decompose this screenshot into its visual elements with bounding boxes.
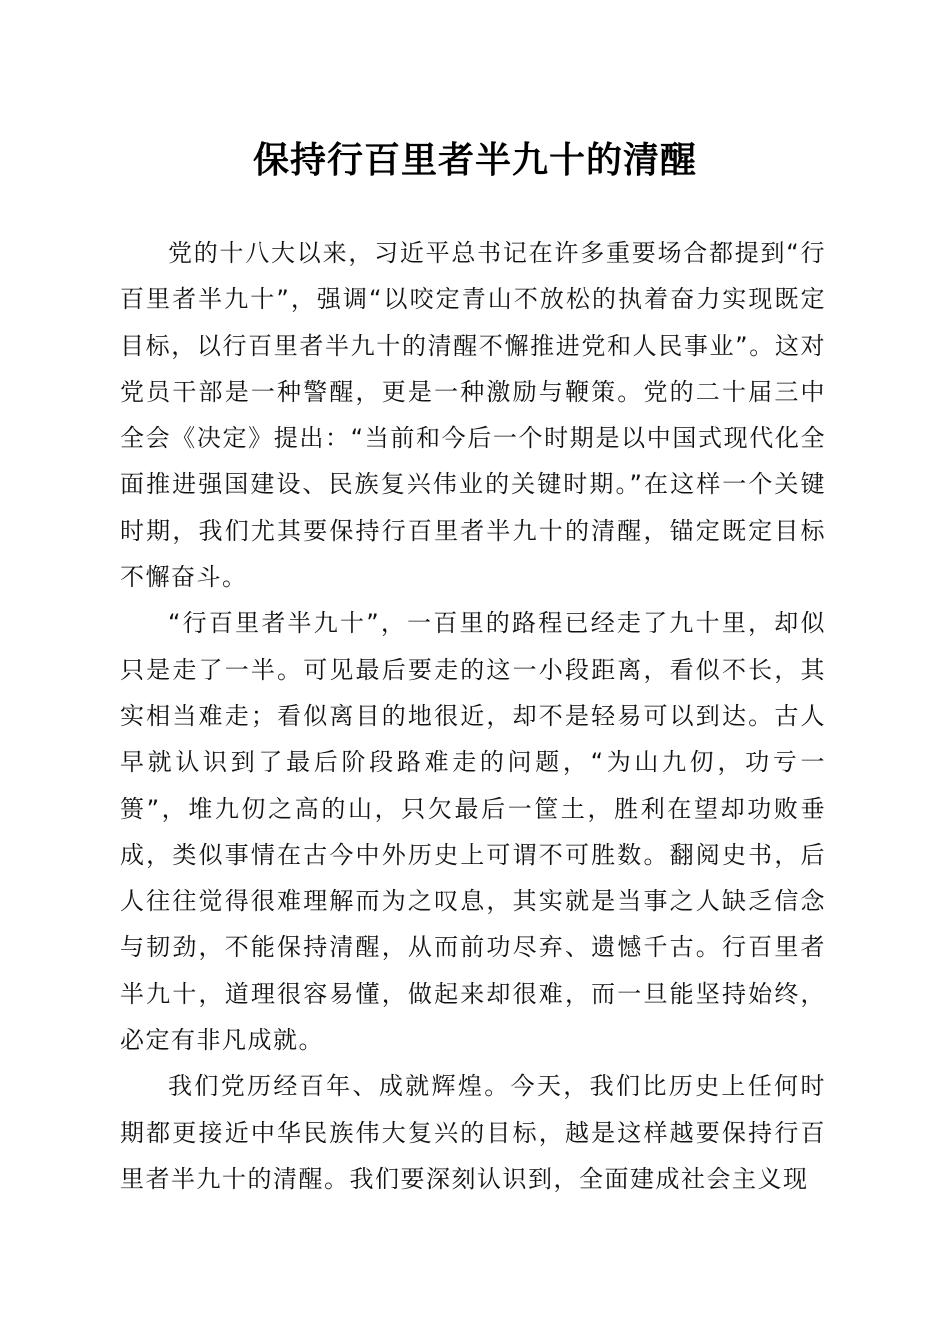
paragraph-3: 我们党历经百年、成就辉煌。今天，我们比历史上任何时期都更接近中华民族伟大复兴的目标，越是这样越要保持行百里者半九十的清醒。我们要深刻认识到，全面建成社会主义现 (120, 1072, 826, 1193)
paragraph-1: 党的十八大以来，习近平总书记在许多重要场合都提到“行百里者半九十”，强调“以咬定青山不放松的执着奋力实现既定目标，以行百里者半九十的清醒不懈推进党和人民事业”。这对党员干部是一种警醒，更是一种激励与鞭策。党的二十届三中全会《决定》提出：“当前和今后一个时期是以中国式现代化全面推进强国建设、民族复兴伟业的关键时期。”在这样一个关键时期，我们尤其要保持行百里者半九十的清醒，锚定既定目标不懈奋斗。 (120, 239, 826, 592)
paragraph-2: “行百里者半九十”，一百里的路程已经走了九十里，却似只是走了一半。可见最后要走的这一小段距离，看似不长，其实相当难走；看似离目的地很近，却不是轻易可以到达。古人早就认识到了最后阶段路难走的问题，“为山九仞，功亏一篑”，堆九仞之高的山，只欠最后一筐土，胜利在望却功败垂成，类似事情在古今中外历史上可谓不可胜数。翻阅史书，后人往往觉得很难理解而为之叹息，其实就是当事之人缺乏信念与韧劲，不能保持清醒，从而前功尽弃、遗憾千古。行百里者半九十，道理很容易懂，做起来却很难，而一旦能坚持始终，必定有非凡成就。 (120, 609, 826, 1055)
document-title: 保持行百里者半九十的清醒 (252, 139, 697, 181)
document-body (120, 230, 826, 1202)
